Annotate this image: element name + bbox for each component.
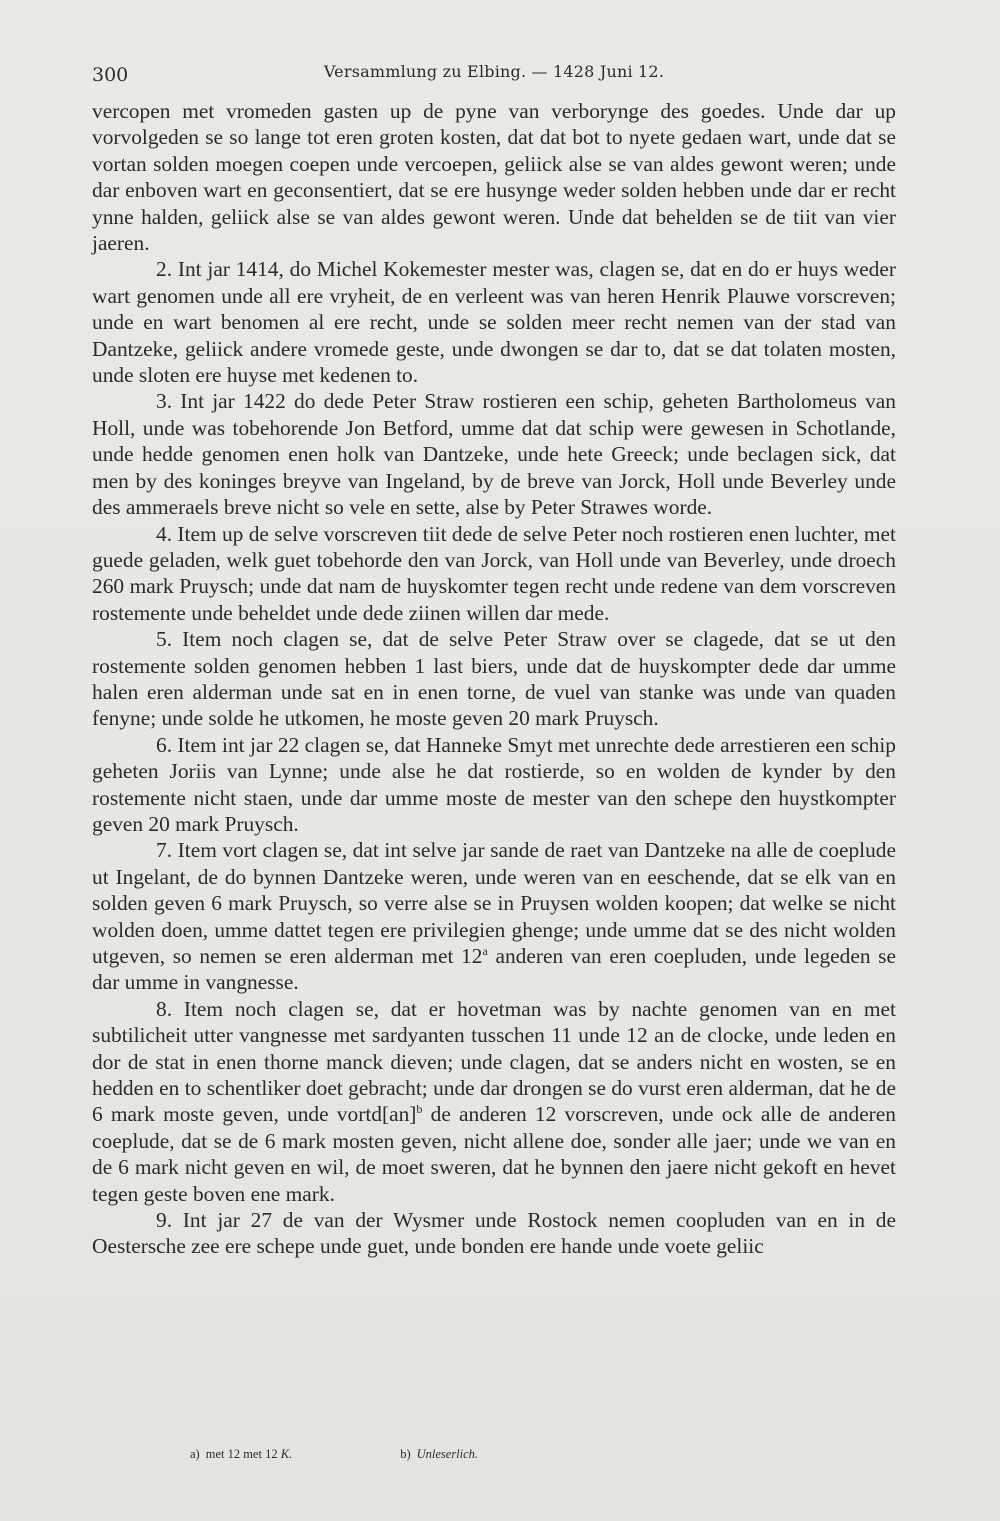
paragraph-2: 2. Int jar 1414, do Michel Kokemester mester was, clagen se, dat en do er huys weder wart genomen unde all ere vryheit, de en verleent was van heren Henrik Plauwe vorscreven; unde en wart benomen al ere recht, unde se solden meer recht nemen van der stad van Dantzeke, geliick andere vromede geste, unde dwongen se dar to, dat se dat tolaten mosten, unde sloten ere huyse met kedenen to. — [92, 257, 896, 388]
paragraph-7-text-b: anderen van eren coepluden, unde legeden se dar umme in vangnesse. — [92, 944, 897, 995]
paragraph-5: 5. Item noch clagen se, dat de selve Peter Straw over se clagede, dat se ut den rostemente solden genomen hebben 1 last biers, unde dat de huyskompter dede dar umme halen eren alderman unde sat en in enen torne, de vuel van stanke was unde van quaden fenyne; unde solde he utkomen, he moste geven 20 mark Pruysch. — [92, 627, 896, 731]
footnote-b-source: Unleserlich. — [416, 1447, 479, 1461]
page-header — [92, 56, 896, 92]
body-text — [92, 98, 896, 1260]
footnote-b-mark: b) — [400, 1447, 411, 1461]
footnote-ref-b: b — [416, 1102, 423, 1117]
paragraph-7-text-a: 7. Item vort clagen se, dat int selve jar sande de raet van Dantzeke na alle de coeplude ut Ingelant, de do bynnen Dantzeke weren, unde weren van en eeschende, dat se elk van en solden geven 6 mark Pruysch, so verre alse se in Pruysen wolden koopen; dat welke se nicht wolden doen, umme dattet tegen ere privilegien ghenge; unde umme dat se des nicht wolden utgeven, so nemen se eren alderman met 12 — [92, 838, 896, 968]
footnote-a-source: K. — [280, 1447, 293, 1461]
footnote-ref-a: a — [482, 943, 488, 958]
paragraph-4: 4. Item up de selve vorscreven tiit dede de selve Peter noch rostieren enen luchter, met guede geladen, welk guet tobehorde den van Jorck, van Holl unde van Beverley, unde droech 260 mark Pruysch; unde dat nam de huyskomter tegen recht unde redene van dem vorscreven rostemente unde beheldet unde dede ziinen willen dar mede. — [92, 521, 896, 625]
paragraph-6: 6. Item int jar 22 clagen se, dat Hanneke Smyt met unrechte dede arrestieren een schip geheten Joriis van Lynne; unde alse he dat rostierde, so en wolden de kynder by den rostemente nicht staen, unde dar umme moste de mester van den schepe den huystkompter geven 20 mark Pruysch. — [92, 732, 896, 836]
paragraph-continuation: vercopen met vromeden gasten up de pyne van verborynge des goedes. Unde dar up vorvolgeden se so lange tot eren groten kosten, dat dat bot to nyete gedaen wart, unde dat se vortan solden moegen coepen unde vercoepen, geliick alse se van aldes gewont weren; unde dar enboven wart en geconsentiert, dat se ere husynge weder solden hebben unde dar er recht ynne halden, geliick alse se van aldes gewont weren. Unde dat behelden se de tiit van vier jaeren. — [92, 99, 896, 256]
page-number: 300 — [92, 64, 129, 86]
footnotes — [190, 1447, 478, 1462]
paragraph-3: 3. Int jar 1422 do dede Peter Straw rostieren een schip, geheten Bartholomeus van Holl, unde was tobehorende Jon Betford, umme dat dat schip were gewesen in Schotlande, unde hedde genomen enen holk van Dantzeke, unde hete Greeck; unde beclagen sick, dat men by des koninges breyve van Ingeland, by de breve van Jorck, Holl unde Beverley unde des ammeraels breve nicht so vele en sette, alse by Peter Strawes worde. — [92, 389, 896, 520]
footnote-b — [400, 1447, 478, 1462]
paragraph-7 — [92, 837, 896, 995]
footnote-a — [190, 1447, 292, 1462]
footnote-a-text: met 12 met 12 — [205, 1447, 278, 1461]
paragraph-8-text-a: 8. Item noch clagen se, dat er hovetman was by nachte genomen van en met subtilicheit utter vangnesse met sardyanten tusschen 11 unde 12 an de clocke, unde leden en dor de stat in enen thorne manck dieven; unde clagen, dat se anders nicht en wosten, se en hedden en to schentliker doet gebracht; unde dar drongen se do vurst eren alderman, dat he de 6 mark moste geven, unde vortd[an] — [92, 996, 896, 1127]
paragraph-8-text-b: de anderen 12 vorscreven, unde ock alle de anderen coeplude, dat se de 6 mark mosten geven, nicht allene doe, sonder alle jaer; unde we van en de 6 mark nicht geven en wil, de moet sweren, dat he bynnen den jaere nicht gekoft en hevet tegen geste boven ene mark. — [92, 1102, 896, 1206]
running-head: Versammlung zu Elbing. — 1428 Juni 12. — [323, 62, 665, 81]
footnote-a-mark: a) — [190, 1447, 200, 1461]
paragraph-9: 9. Int jar 27 de van der Wysmer unde Rostock nemen coopluden van en in de Oestersche zee ere schepe unde guet, unde bonden ere hande unde voete geliic — [92, 1208, 896, 1259]
paragraph-8 — [92, 996, 896, 1207]
